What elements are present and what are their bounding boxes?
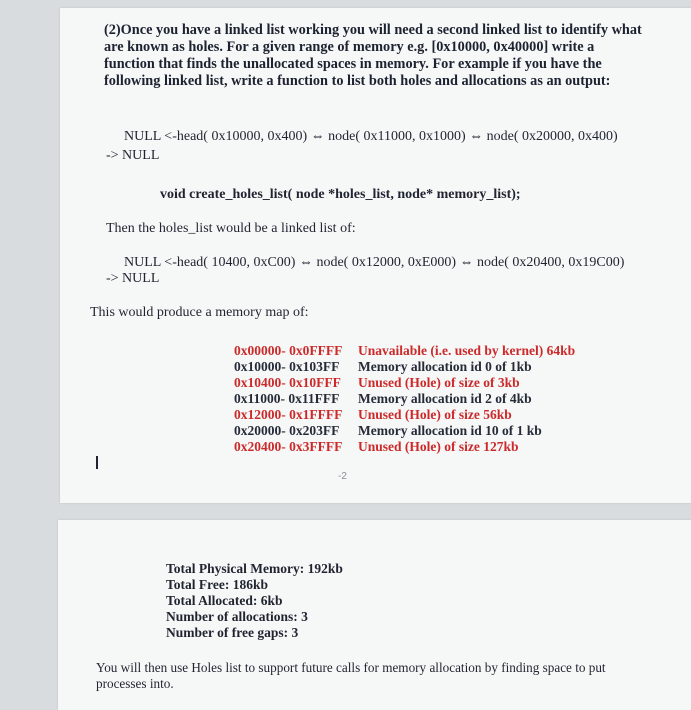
memory-map-row: [234, 375, 520, 391]
memory-map-desc: Memory allocation id 2 of 4kb: [358, 391, 532, 406]
memory-map-row: [234, 343, 575, 359]
memory-map-range: 0x10000- 0x103FF: [234, 359, 340, 374]
memory-map-row: [234, 439, 519, 455]
memory-map-desc: Unused (Hole) of size of 3kb: [358, 375, 520, 390]
question-number: (2): [104, 22, 121, 38]
page-number: -2: [338, 471, 347, 482]
memory-map-intro: This would produce a memory map of:: [90, 305, 309, 320]
example-list-line-1: NULL <-head( 0x10000, 0x400) ⇔ node( 0x11000, 0x1000) ⇔ node( 0x20000, 0x400): [124, 129, 618, 144]
memory-map-desc: Memory allocation id 0 of 1kb: [358, 359, 532, 374]
memory-map-desc: Memory allocation id 10 of 1 kb: [358, 423, 542, 438]
text-cursor: [96, 456, 98, 469]
function-prototype: void create_holes_list( node *holes_list, node* memory_list);: [160, 187, 521, 202]
footer-paragraph: You will then use Holes list to support future calls for memory allocation by finding space to put processes into.: [96, 660, 606, 691]
question-paragraph: [104, 22, 644, 90]
memory-map-range: 0x20400- 0x3FFFF: [234, 439, 343, 454]
memory-map-row: [234, 359, 532, 375]
summary-total-physical: Total Physical Memory: 192kb: [166, 561, 343, 576]
example-list-line-2: -> NULL: [106, 148, 160, 163]
summary-total-free: Total Free: 186kb: [166, 577, 269, 592]
memory-map-row: [234, 407, 512, 423]
memory-map-range: 0x00000- 0x0FFFF: [234, 343, 343, 358]
memory-map-desc: Unused (Hole) of size 127kb: [358, 439, 519, 454]
memory-map-range: 0x10400- 0x10FFF: [234, 375, 341, 390]
holes-list-line-1: NULL <-head( 10400, 0xC00) ⇔ node( 0x12000, 0xE000) ⇔ node( 0x20400, 0x19C00): [124, 255, 625, 270]
memory-map-range: 0x11000- 0x11FFF: [234, 391, 340, 406]
question-text: Once you have a linked list working you will need a second linked list to identify what are known as holes. For a given range of memory e.g. [0x10000, 0x40000] write a function that finds the unallocated spaces in memory. For example if you have the following linked list, write a function to list both holes and allocations as an output:: [104, 22, 642, 89]
memory-map-range: 0x20000- 0x203FF: [234, 423, 340, 438]
memory-map-desc: Unavailable (i.e. used by kernel) 64kb: [358, 343, 576, 358]
summary-total-allocated: Total Allocated: 6kb: [166, 593, 283, 608]
memory-map-row: [234, 423, 542, 439]
then-text: Then the holes_list would be a linked list of:: [106, 221, 356, 236]
summary-number-allocations: Number of allocations: 3: [166, 609, 308, 624]
memory-map-row: [234, 391, 532, 407]
memory-map-range: 0x12000- 0x1FFFF: [234, 407, 343, 422]
holes-list-line-2: -> NULL: [106, 271, 160, 286]
summary-number-free-gaps: Number of free gaps: 3: [166, 625, 299, 640]
memory-map-desc: Unused (Hole) of size 56kb: [358, 407, 512, 422]
